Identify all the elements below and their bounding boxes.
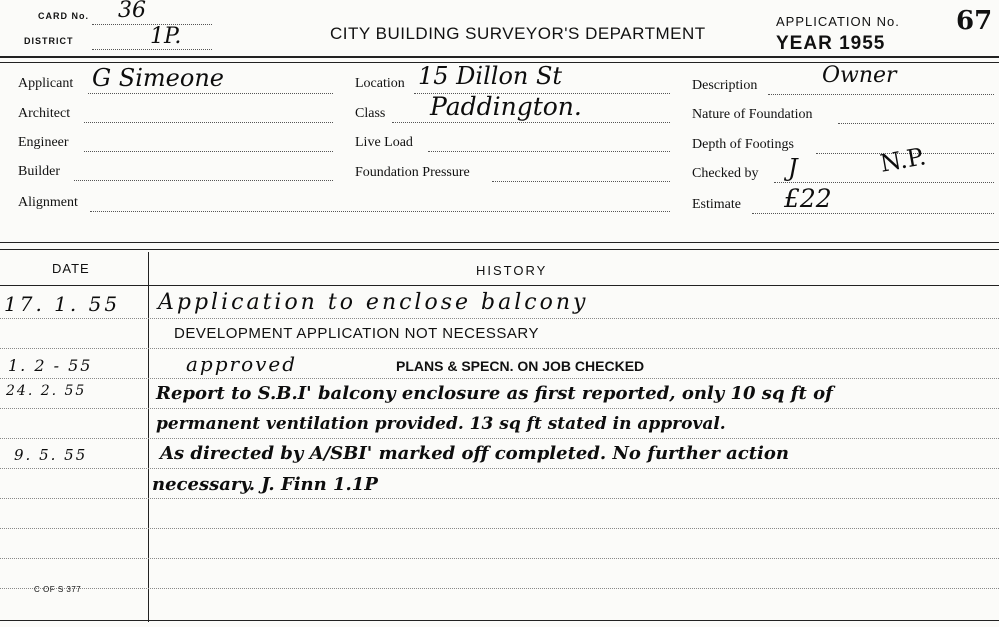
estimate-value: £22	[784, 184, 832, 213]
history-date: 24. 2. 55	[6, 383, 87, 399]
checked-by-line	[774, 182, 994, 183]
history-text: Report to S.B.I' balcony enclosure as first reported, only 10 sq ft of	[156, 383, 833, 404]
applicant-label: Applicant	[18, 76, 74, 91]
card-bottom-rule	[0, 620, 999, 621]
history-text: As directed by A/SBI' marked off completed. No further action	[160, 443, 789, 464]
engineer-line	[84, 151, 333, 152]
history-text: necessary. J. Finn 1.1P	[152, 474, 378, 495]
class-label: Class	[355, 106, 386, 121]
nature-of-foundation-label: Nature of Foundation	[692, 107, 813, 122]
history-header-rule	[0, 285, 999, 286]
live-load-label: Live Load	[355, 135, 413, 150]
estimate-label: Estimate	[692, 197, 741, 212]
checked-by-initials: N.P.	[877, 142, 929, 178]
foundation-pressure-line	[492, 181, 670, 182]
alignment-label: Alignment	[18, 195, 78, 210]
location-label: Location	[355, 76, 405, 91]
history-stamp: DEVELOPMENT APPLICATION NOT NECESSARY	[174, 325, 539, 342]
card-no-label: CARD No.	[38, 11, 89, 21]
history-line	[0, 558, 999, 559]
nature-of-foundation-line	[838, 123, 994, 124]
history-line	[0, 588, 999, 589]
district-label: DISTRICT	[24, 36, 74, 46]
history-line	[0, 528, 999, 529]
application-no-label: APPLICATION No.	[776, 14, 900, 29]
checked-by-value: J	[788, 154, 798, 182]
checked-by-label: Checked by	[692, 166, 759, 181]
description-label: Description	[692, 78, 758, 93]
alignment-line	[90, 211, 670, 212]
history-line	[0, 318, 999, 319]
estimate-line	[752, 213, 994, 214]
class-value: Paddington.	[430, 92, 582, 121]
depth-of-footings-label: Depth of Footings	[692, 137, 794, 152]
builder-label: Builder	[18, 164, 60, 179]
builder-line	[74, 180, 333, 181]
form-code: C OF S 377	[34, 585, 82, 594]
department-title: CITY BUILDING SURVEYOR'S DEPARTMENT	[330, 24, 706, 43]
history-text: approved	[186, 352, 298, 376]
description-line	[768, 94, 994, 95]
history-text: permanent ventilation provided. 13 sq ft stated in approval.	[156, 414, 726, 434]
location-value: 15 Dillon St	[418, 62, 563, 90]
history-text: Application to enclose balcony	[158, 290, 589, 315]
date-column-divider	[148, 252, 149, 622]
history-line	[0, 408, 999, 409]
history-column-header: HISTORY	[476, 263, 548, 278]
header-rule	[0, 56, 999, 58]
history-date: 1. 2 - 55	[8, 356, 93, 375]
application-no-value: 67	[956, 6, 993, 36]
date-column-header: DATE	[52, 261, 90, 276]
history-line	[0, 378, 999, 379]
engineer-label: Engineer	[18, 135, 69, 150]
description-value: Owner	[822, 63, 897, 88]
history-rule-top-2	[0, 249, 999, 250]
card-no-value: 36	[118, 0, 146, 23]
history-line	[0, 348, 999, 349]
class-line	[392, 122, 670, 123]
district-line	[92, 49, 212, 50]
history-date: 17. 1. 55	[4, 292, 121, 316]
applicant-value: G Simeone	[92, 64, 224, 92]
live-load-line	[428, 151, 670, 152]
history-line	[0, 438, 999, 439]
applicant-line	[88, 93, 333, 94]
history-date: 9. 5. 55	[14, 446, 88, 464]
architect-label: Architect	[18, 106, 71, 121]
history-line	[0, 468, 999, 469]
foundation-pressure-label: Foundation Pressure	[355, 165, 470, 180]
year-label: YEAR 1955	[776, 33, 886, 54]
district-value: 1P.	[150, 24, 182, 49]
history-line	[0, 498, 999, 499]
history-rule-top	[0, 242, 999, 243]
history-stamp: PLANS & SPECN. ON JOB CHECKED	[396, 358, 645, 374]
architect-line	[84, 122, 333, 123]
